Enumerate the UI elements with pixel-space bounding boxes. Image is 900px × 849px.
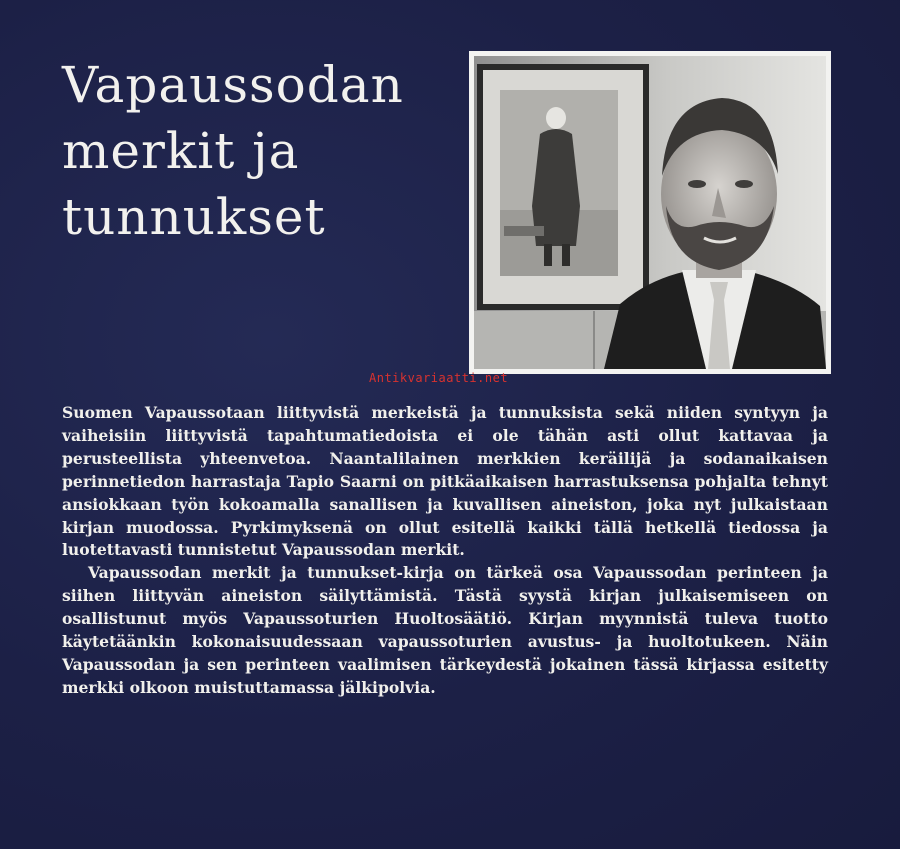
title-line: Vapaussodan xyxy=(62,56,404,114)
watermark-text: Antikvariaatti.net xyxy=(369,371,509,385)
book-title xyxy=(62,52,404,250)
blurb-paragraph: Suomen Vapaussotaan liittyvistä merkeistä ja tunnuksista sekä niiden syntyyn ja vaiheisiin liittyvistä tapahtumatiedoista ei ole tähän asti ollut kattavaa ja perusteellista yhteenvetoa. Naantalilainen merkkien keräilijä ja sodanaikaisen perinnetiedon harrastaja Tapio Saarni on pitkäaikaisen harrastuksensa pohjalta tehnyt ansiokkaan työn kokoamalla sanallisen ja kuvallisen aineiston, joka nyt julkaistaan kirjan muodossa. Pyrkimyksenä on ollut esitellä kaikki tällä hetkellä tiedossa ja luotettavasti tunnistetut Vapaussodan merkit. xyxy=(62,403,828,560)
blurb-paragraph: Vapaussodan merkit ja tunnukset-kirja on tärkeä osa Vapaussodan perinteen ja siihen liittyvän aineiston säilyttämistä. Tästä syystä kirjan julkaisemiseen on osallistunut myös Vapaussoturien Huoltosäätiö. Kirjan myynnistä tuleva tuotto käytetäänkin kokonaisuudessaan vapaussoturien avustus- ja huoltotukeen. Näin Vapaussodan ja sen perinteen vaalimisen tärkeydestä jokainen tässä kirjassa esitetty merkki olkoon muistuttamassa jälkipolvia. xyxy=(62,563,828,697)
author-portrait-image xyxy=(474,56,826,369)
title-line: merkit ja xyxy=(62,122,300,180)
blurb xyxy=(62,402,828,700)
title-line: tunnukset xyxy=(62,188,326,246)
author-photo xyxy=(469,51,831,374)
